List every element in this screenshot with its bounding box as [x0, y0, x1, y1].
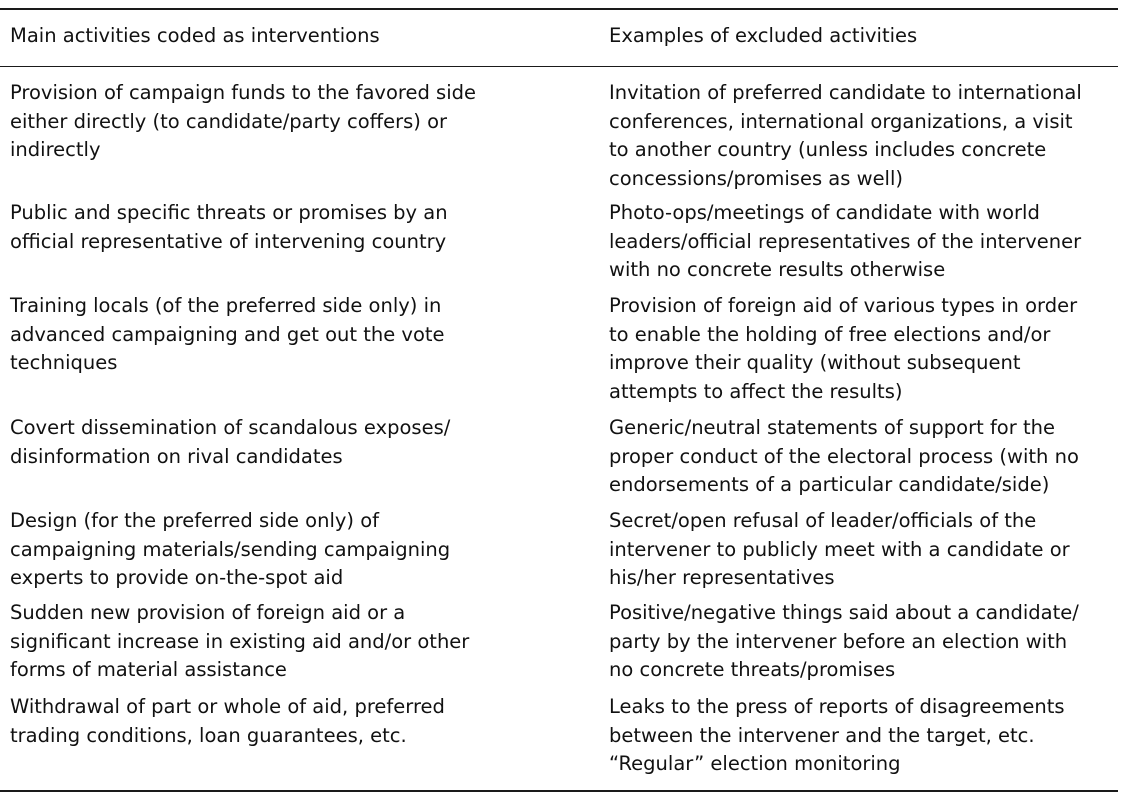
row-2-right-line-3: attempts to affect the results) — [609, 379, 903, 403]
row-2-right-line-1: to enable the holding of free elections and/or — [609, 322, 1051, 346]
row-6-right-line-0: Leaks to the press of reports of disagreements — [609, 695, 1065, 718]
table-row-4-right — [609, 507, 1114, 593]
row-0-right-line-2: to another country (unless includes concrete — [609, 138, 1047, 161]
row-0-left-line-2: indirectly — [10, 138, 101, 161]
row-0-right-line-1: conferences, international organizations, a visit — [609, 109, 1073, 133]
row-2-right-line-0: Provision of foreign aid of various types in order — [609, 294, 1078, 317]
row-3-left-line-0: Covert dissemination of scandalous exposes/ — [10, 416, 451, 439]
row-5-left-line-2: forms of material assistance — [10, 658, 287, 681]
row-5-right-line-0: Positive/negative things said about a candidate/ — [609, 601, 1079, 624]
row-0-right-line-3: concessions/promises as well) — [609, 166, 904, 190]
table-row-4-left — [10, 507, 590, 593]
row-3-right-line-0: Generic/neutral statements of support for the — [609, 416, 1055, 439]
table-row-5-left — [10, 599, 590, 685]
row-5-left-line-0: Sudden new provision of foreign aid or a — [10, 601, 406, 624]
table-bottom-rule — [0, 790, 1118, 792]
row-6-left-line-0: Withdrawal of part or whole of aid, preferred — [10, 695, 445, 718]
row-1-left-line-0: Public and specific threats or promises by an — [10, 201, 448, 224]
row-3-left-line-1: disinformation on rival candidates — [10, 444, 343, 468]
table-row-2-right — [609, 292, 1114, 406]
row-1-left-line-1: official representative of intervening country — [10, 229, 447, 253]
row-2-right-line-2: improve their quality (without subsequent — [609, 351, 1021, 374]
row-3-right-line-2: endorsements of a particular candidate/side) — [609, 473, 1050, 496]
row-6-right-line-2: “Regular” election monitoring — [609, 752, 901, 775]
row-4-left-line-1: campaigning materials/sending campaigning — [10, 537, 451, 561]
row-1-right-line-0: Photo-ops/meetings of candidate with world — [609, 201, 1040, 224]
table-row-6-right — [609, 693, 1114, 779]
table-row-1-right — [609, 199, 1114, 285]
row-5-left-line-1: significant increase in existing aid and/or other — [10, 629, 470, 653]
row-4-left-line-2: experts to provide on-the-spot aid — [10, 566, 344, 589]
row-2-left-line-1: advanced campaigning and get out the vote — [10, 322, 445, 346]
header-left: Main activities coded as interventions — [10, 24, 380, 47]
row-0-right-line-0: Invitation of preferred candidate to international — [609, 81, 1082, 104]
row-4-right-line-0: Secret/open refusal of leader/officials of the — [609, 509, 1037, 532]
row-6-right-line-1: between the intervener and the target, etc. — [609, 723, 1035, 747]
row-3-right-line-1: proper conduct of the electoral process (with no — [609, 444, 1079, 468]
table-row-0-left — [10, 79, 590, 165]
row-0-left-line-1: either directly (to candidate/party coffers) or — [10, 109, 448, 133]
table-row-5-right — [609, 599, 1114, 685]
row-2-left-line-0: Training locals (of the preferred side only) in — [10, 294, 442, 317]
table-row-3-left — [10, 414, 590, 471]
table-top-rule — [0, 8, 1118, 10]
row-4-left-line-0: Design (for the preferred side only) of — [10, 509, 380, 532]
row-5-right-line-1: party by the intervener before an election with — [609, 629, 1068, 653]
row-0-left-line-0: Provision of campaign funds to the favored side — [10, 81, 476, 104]
table-row-0-right — [609, 79, 1114, 193]
row-4-right-line-1: intervener to publicly meet with a candidate or — [609, 537, 1070, 561]
row-4-right-line-2: his/her representatives — [609, 566, 835, 589]
row-6-left-line-1: trading conditions, loan guarantees, etc. — [10, 723, 407, 747]
table-row-2-left — [10, 292, 590, 378]
header-rule — [0, 66, 1118, 67]
row-1-right-line-1: leaders/official representatives of the intervener — [609, 229, 1082, 253]
row-2-left-line-2: techniques — [10, 351, 118, 374]
table-row-3-right — [609, 414, 1114, 500]
header-right: Examples of excluded activities — [609, 24, 918, 47]
table-row-6-left — [10, 693, 590, 750]
table-row-1-left — [10, 199, 590, 256]
row-5-right-line-2: no concrete threats/promises — [609, 658, 896, 681]
row-1-right-line-2: with no concrete results otherwise — [609, 258, 946, 281]
